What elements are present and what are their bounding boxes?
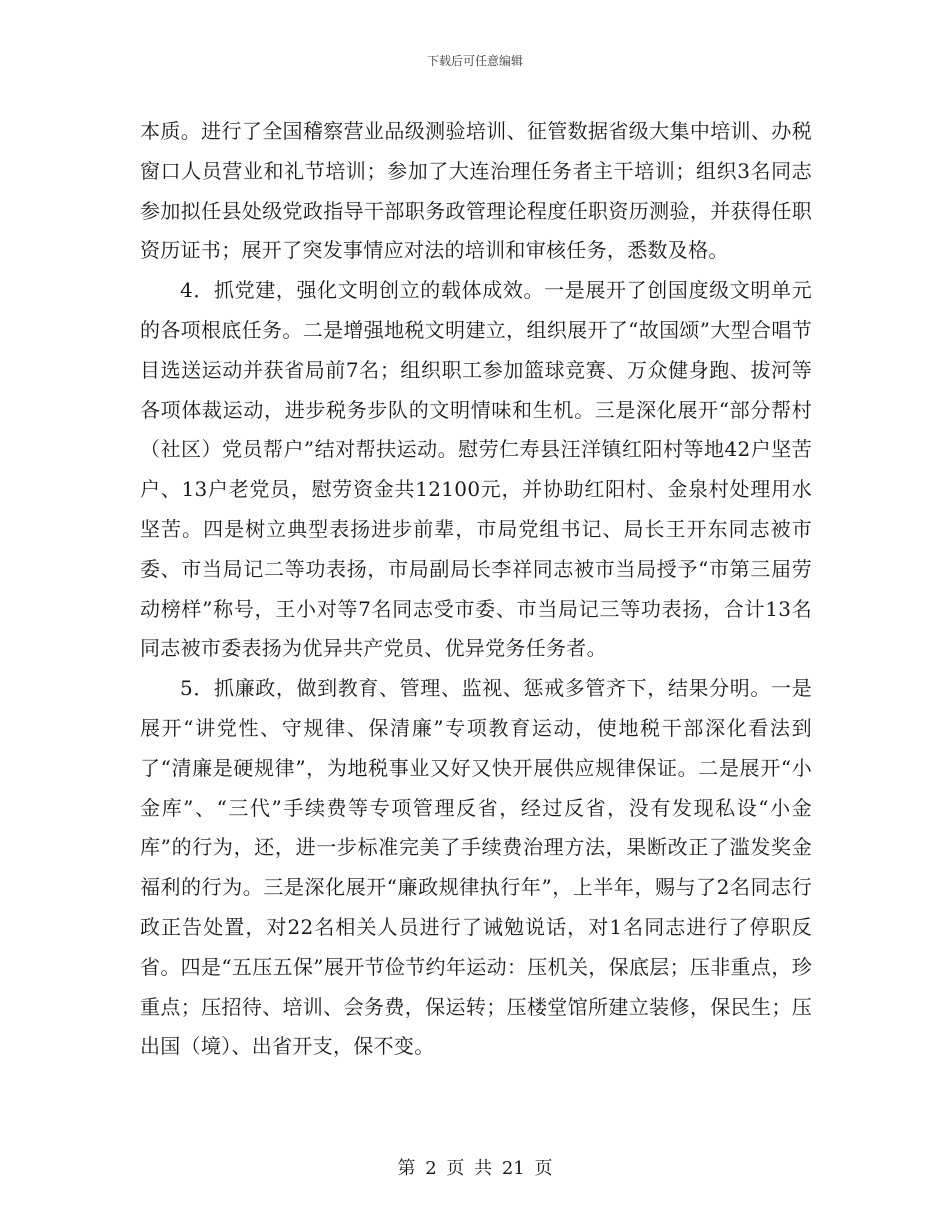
document-body (140, 112, 812, 1067)
paragraph-integrity: 5．抓廉政，做到教育、管理、监视、惩戒多管齐下，结果分明。一是展开“讲党性、守规律、保清廉”专项教育运动，使地税干部深化看法到了“清廉是硬规律”，为地税事业又好又快开展供应规律保证。二是展开“小金库”、“三代”手续费等专项管理反省，经过反省，没有发现私设“小金库”的行为，还，进一步标准完美了手续费治理方法，果断改正了滥发奖金福利的行为。三是深化展开“廉政规律执行年”，上半年，赐与了2名同志行政正告处置，对22名相关人员进行了诫勉说话，对1名同志进行了停职反省。四是“五压五保”展开节俭节约年运动：压机关，保底层；压非重点，珍重点；压招待、培训、会务费，保运转；压楼堂馆所建立装修，保民生；压出国（境）、出省开支，保不变。 (140, 676, 812, 1059)
paragraph-party-building: 4．抓党建，强化文明创立的载体成效。一是展开了创国度级文明单元的各项根底任务。二是增强地税文明建立，组织展开了“故国颂”大型合唱节目选送运动并获省局前7名；组织职工参加篮球竞赛、万众健身跑、拔河等各项体裁运动，进步税务步队的文明情味和生机。三是深化展开“部分帮村（社区）党员帮户”结对帮扶运动。慰劳仁寿县汪洋镇红阳村等地42户坚苦户、13户老党员，慰劳资金共12100元，并协助红阳村、金泉村处理用水坚苦。四是树立典型表扬进步前辈，市局党组书记、局长王开东同志被市委、市当局记二等功表扬，市局副局长李祥同志被市当局授予“市第三届劳动榜样”称号，王小对等7名同志受市委、市当局记三等功表扬，合计13名同志被市委表扬为优异共产党员、优异党务任务者。 (140, 278, 812, 661)
paragraph-continuation: 本质。进行了全国稽察营业品级测验培训、征管数据省级大集中培训、办税窗口人员营业和礼节培训；参加了大连治理任务者主干培训；组织3名同志参加拟任县处级党政指导干部职务政管理论程度任职资历测验，并获得任职资历证书；展开了突发事情应对法的培训和审核任务，悉数及格。 (140, 119, 812, 263)
page-number-footer: 第 2 页 共 21 页 (397, 1158, 553, 1179)
page-header: 下载后可任意编辑 (426, 54, 523, 68)
